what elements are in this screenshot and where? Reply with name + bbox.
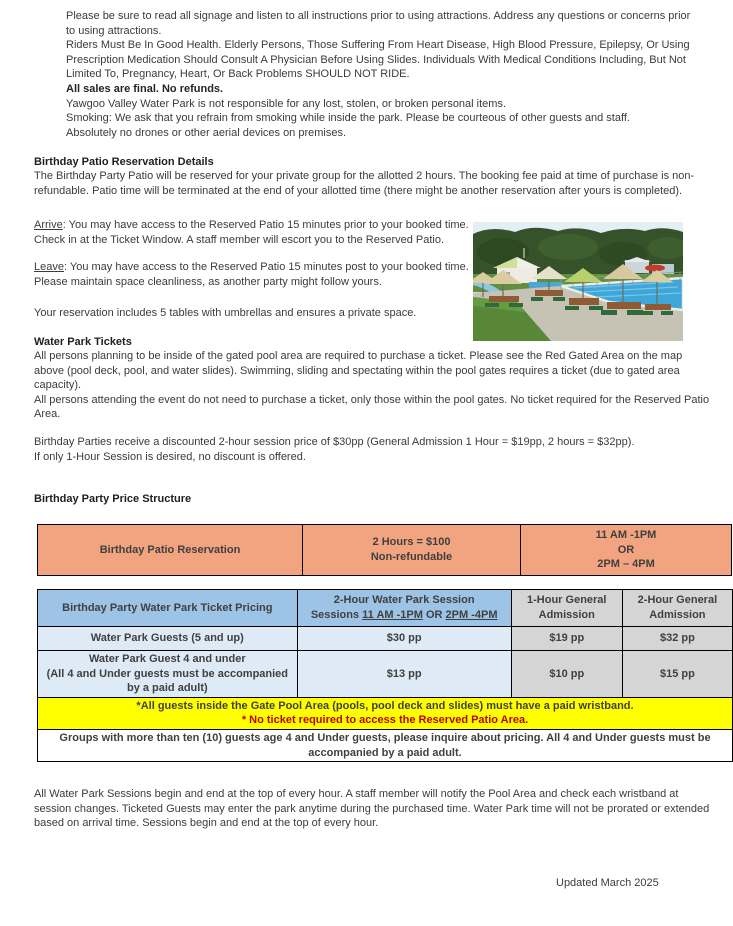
ticket-pricing-table: [37, 589, 733, 762]
guests-5up-label: Water Park Guests (5 and up): [38, 627, 298, 651]
notice-smoking: Smoking: We ask that you refrain from smoking while inside the park. Please be courteous of other guests and staff.: [66, 112, 630, 125]
tickets-discount-paragraphs: [34, 435, 710, 464]
updated-date: Updated March 2025: [556, 877, 659, 889]
notice-lost-items: Yawgoo Valley Water Park is not responsible for any lost, stolen, or broken personal items.: [66, 97, 507, 110]
tickets-paragraph-one-hour: If only 1-Hour Session is desired, no discount is offered.: [34, 450, 306, 463]
guests-5up-2hr-price: $32 pp: [622, 627, 732, 651]
patio-price-cell: 2 Hours = $100 Non-refundable: [303, 525, 521, 576]
leave-label: Leave: [34, 261, 64, 273]
patio-details-heading: Birthday Patio Reservation Details: [34, 156, 214, 168]
header-1hr-ga: 1-Hour General Admission: [511, 590, 622, 627]
notice-no-refunds: All sales are final. No refunds.: [66, 82, 224, 95]
table-row-guests-4under: [38, 651, 733, 698]
table-row-groups-note: [38, 729, 733, 761]
arrive-label: Arrive: [34, 219, 63, 231]
notice-signage: Please be sure to read all signage and listen to all instructions prior to using attractions. Address any questions or concerns prior to using attractions.: [66, 10, 691, 37]
water-park-tickets-heading: Water Park Tickets: [34, 336, 132, 348]
table-header-row: [38, 590, 733, 627]
table-row-guests-5up: [38, 627, 733, 651]
groups-note-cell: Groups with more than ten (10) guests age 4 and Under guests, please inquire about pricing. All 4 and Under guests must be accompanied by a paid adult.: [38, 729, 733, 761]
park-rules-block: [66, 9, 702, 140]
arrive-text: : You may have access to the Reserved Patio 15 minutes prior to your booked time. Check in at the Ticket Window. A staff member will escort you to the Reserved Patio.: [34, 219, 469, 246]
reservation-includes-paragraph: Your reservation includes 5 tables with umbrellas and ensures a private space.: [34, 307, 417, 319]
guests-4under-session-price: $13 pp: [297, 651, 511, 698]
table-row-wristband-note: [38, 697, 733, 729]
table-row: [38, 525, 732, 576]
sessions-paragraph: All Water Park Sessions begin and end at the top of every hour. A staff member will notify the Pool Area and check each wristband at session changes. Ticketed Guests may enter the park anytime during the purchased time. Water Park time will not be prorated or extended based on arrival time. Sessions begin and end at the top of every hour.: [34, 788, 710, 830]
note-no-ticket: * No ticket required to access the Reserved Patio Area.: [241, 714, 529, 727]
arrive-paragraph: [34, 218, 484, 247]
header-ticket-pricing: Birthday Party Water Park Ticket Pricing: [38, 590, 298, 627]
patio-reservation-cell: Birthday Patio Reservation: [38, 525, 303, 576]
patio-times-cell: 11 AM -1PM OR 2PM – 4PM: [521, 525, 732, 576]
notice-health: Riders Must Be In Good Health. Elderly Persons, Those Suffering From Heart Disease, High Blood Pressure, Epilepsy, Or Using Prescription Medication Should Consult A Physician Before Using Slides. Individuals With Medical Conditions Including, But Not Limited To, Pregnancy, Heart, Or Back Problems SHOULD NOT RIDE.: [66, 39, 690, 81]
guests-5up-session-price: $30 pp: [297, 627, 511, 651]
guests-5up-1hr-price: $19 pp: [511, 627, 622, 651]
header-2hr-ga: 2-Hour General Admission: [622, 590, 732, 627]
photo-red-awning: [645, 265, 665, 272]
pool-patio-photo: [473, 222, 683, 341]
patio-reservation-table: [37, 524, 732, 576]
price-structure-heading: Birthday Party Price Structure: [34, 493, 192, 505]
tickets-paragraph-discount: Birthday Parties receive a discounted 2-hour session price of $30pp (General Admission 1 Hour = $19pp, 2 hours = $32pp).: [34, 436, 635, 448]
tickets-paragraphs: [34, 349, 710, 422]
note-wristband: *All guests inside the Gate Pool Area (pools, pool deck and slides) must have a paid wristband.: [136, 699, 634, 712]
leave-paragraph: [34, 260, 484, 289]
leave-text: : You may have access to the Reserved Patio 15 minutes post to your booked time. Please maintain space cleanliness, as another party might follow yours.: [34, 261, 469, 288]
guests-4under-2hr-price: $15 pp: [622, 651, 732, 698]
tickets-paragraph-attendees: All persons attending the event do not need to purchase a ticket, only those within the pool gates. No ticket required for the Reserved Patio Area.: [34, 393, 710, 421]
guests-4under-1hr-price: $10 pp: [511, 651, 622, 698]
tickets-paragraph-gated-area: All persons planning to be inside of the gated pool area are required to purchase a ticket. Please see the Red Gated Area on the map above (pool deck, pool, and water slides). Swimming, sliding and spectating within the pool gates requires a ticket (due to gated area capacity).: [34, 350, 683, 392]
header-session: 2-Hour Water Park Session Sessions 11 AM -1PM OR 2PM -4PM: [297, 590, 511, 627]
guests-4under-label: Water Park Guest 4 and under (All 4 and Under guests must be accompanied by a paid adult): [38, 651, 298, 698]
patio-intro-paragraph: The Birthday Party Patio will be reserved for your private group for the allotted 2 hours. The booking fee paid at time of purchase is non-refundable. Patio time will be terminated at the end of your allotted time (there might be another reservation after yours is completed).: [34, 170, 695, 197]
notice-drones: Absolutely no drones or other aerial devices on premises.: [66, 126, 347, 139]
wristband-note-cell: [38, 697, 733, 729]
